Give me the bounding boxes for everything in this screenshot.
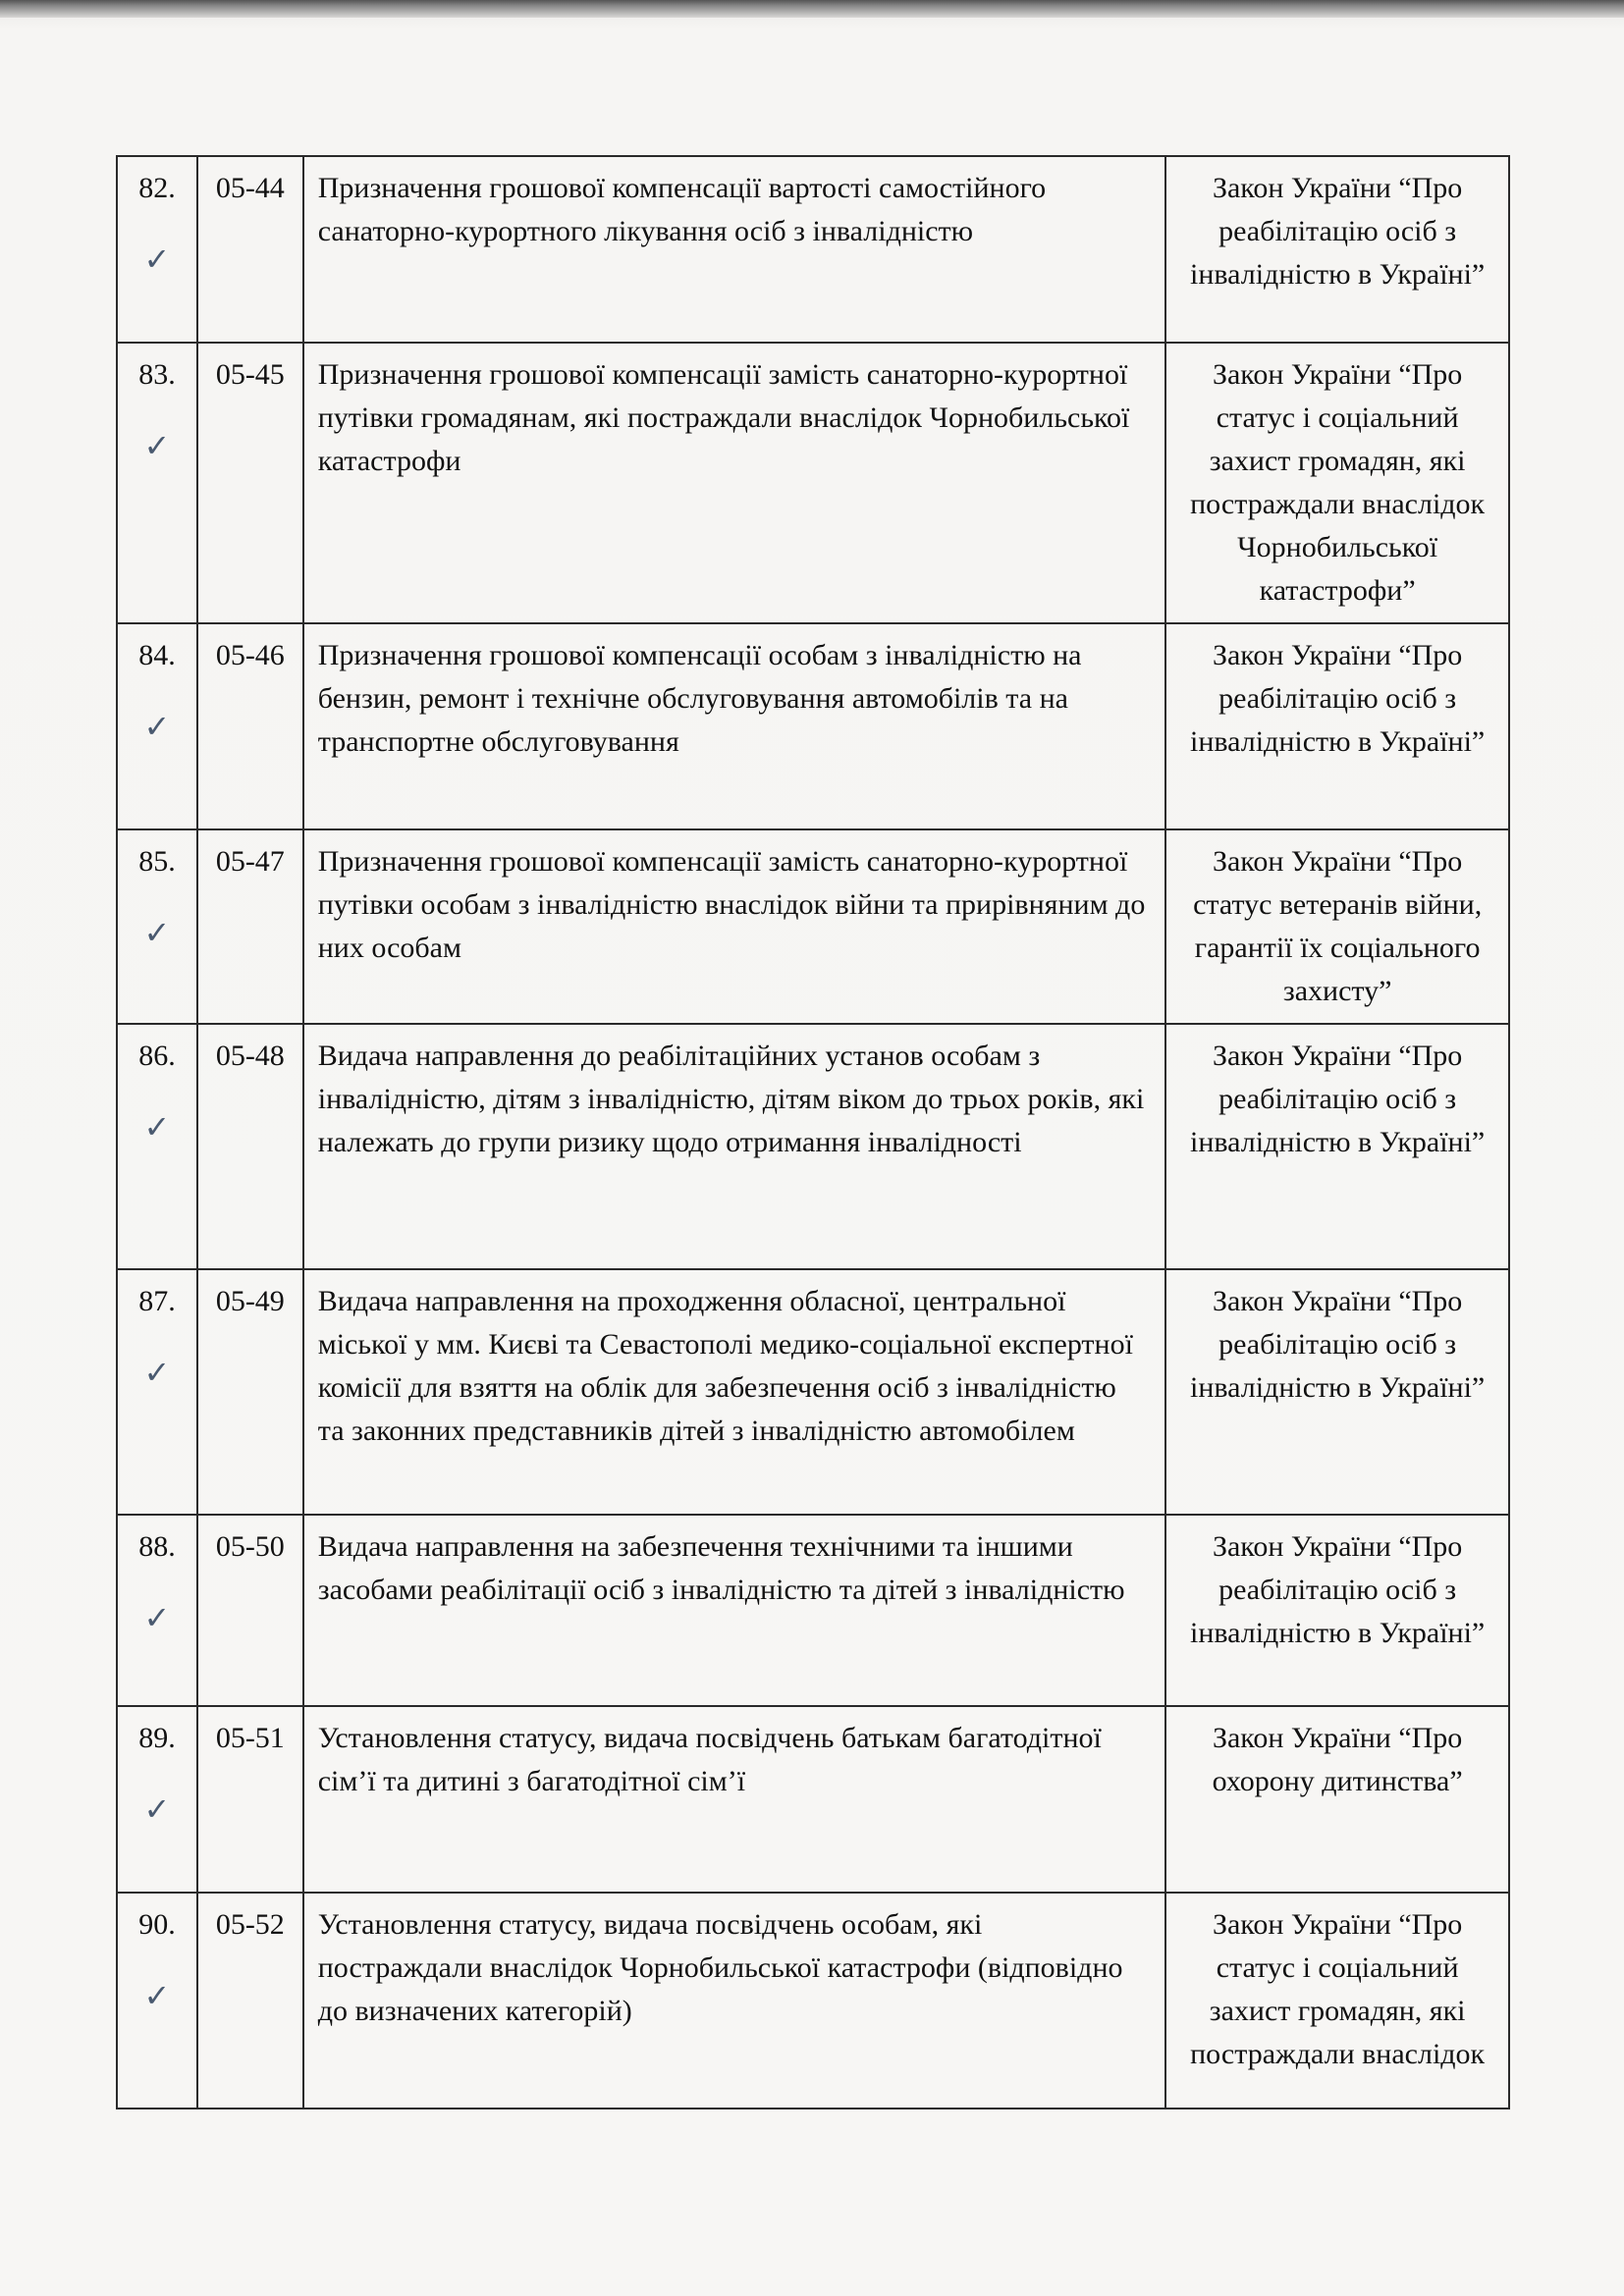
service-description: Призначення грошової компенсації замість санаторно-курортної путівки громадянам, які постраждали внаслідок Чорнобильської катастрофи [303, 343, 1166, 623]
handwritten-check-icon: ✓ [143, 1790, 171, 1828]
row-number: 86. [138, 1040, 176, 1072]
row-number-cell [117, 1706, 197, 1893]
legal-basis: Закон України “Про статус і соціальний захист громадян, які постраждали внаслідок [1165, 1893, 1509, 2109]
table-row [117, 829, 1509, 1024]
row-number: 82. [138, 172, 176, 204]
service-description: Установлення статусу, видача посвідчень батькам багатодітної сім’ї та дитині з багатодітної сім’ї [303, 1706, 1166, 1893]
service-description: Призначення грошової компенсації вартості самостійного санаторно-курортного лікування осіб з інвалідністю [303, 156, 1166, 343]
table-body [117, 156, 1509, 2109]
legal-basis: Закон України “Про охорону дитинства” [1165, 1706, 1509, 1893]
row-number-cell [117, 1893, 197, 2109]
service-description: Видача направлення на забезпечення технічними та іншими засобами реабілітації осіб з інвалідністю та дітей з інвалідністю [303, 1515, 1166, 1706]
table-row [117, 623, 1509, 829]
service-description: Призначення грошової компенсації особам з інвалідністю на бензин, ремонт і технічне обслуговування автомобілів та на транспортне обслуговування [303, 623, 1166, 829]
handwritten-check-icon: ✓ [143, 708, 171, 745]
service-code: 05-45 [197, 343, 303, 623]
legal-basis: Закон України “Про реабілітацію осіб з інвалідністю в Україні” [1165, 623, 1509, 829]
service-code: 05-51 [197, 1706, 303, 1893]
row-number: 85. [138, 845, 176, 878]
row-number: 83. [138, 358, 176, 391]
service-code: 05-46 [197, 623, 303, 829]
services-table [116, 155, 1510, 2109]
handwritten-check-icon: ✓ [143, 1977, 171, 2014]
handwritten-check-icon: ✓ [143, 427, 171, 464]
table-row [117, 343, 1509, 623]
row-number-cell [117, 1515, 197, 1706]
legal-basis: Закон України “Про реабілітацію осіб з інвалідністю в Україні” [1165, 1269, 1509, 1515]
legal-basis: Закон України “Про статус ветеранів війни, гарантії їх соціального захисту” [1165, 829, 1509, 1024]
row-number-cell [117, 1024, 197, 1269]
row-number-cell [117, 156, 197, 343]
table-row [117, 1024, 1509, 1269]
row-number-cell [117, 623, 197, 829]
legal-basis: Закон України “Про реабілітацію осіб з інвалідністю в Україні” [1165, 1024, 1509, 1269]
row-number-cell [117, 343, 197, 623]
service-description: Видача направлення до реабілітаційних установ особам з інвалідністю, дітям з інвалідністю, дітям віком до трьох років, які належать до групи ризику щодо отримання інвалідності [303, 1024, 1166, 1269]
service-code: 05-50 [197, 1515, 303, 1706]
service-description: Призначення грошової компенсації замість санаторно-курортної путівки особам з інвалідністю внаслідок війни та прирівняним до них особам [303, 829, 1166, 1024]
table-row [117, 156, 1509, 343]
service-code: 05-52 [197, 1893, 303, 2109]
table-row [117, 1893, 1509, 2109]
legal-basis: Закон України “Про реабілітацію осіб з інвалідністю в Україні” [1165, 1515, 1509, 1706]
row-number: 88. [138, 1530, 176, 1563]
row-number-cell [117, 829, 197, 1024]
legal-basis: Закон України “Про реабілітацію осіб з інвалідністю в Україні” [1165, 156, 1509, 343]
row-number: 90. [138, 1908, 176, 1941]
scan-edge-shadow [0, 0, 1624, 18]
handwritten-check-icon: ✓ [143, 914, 171, 951]
service-code: 05-49 [197, 1269, 303, 1515]
table-row [117, 1515, 1509, 1706]
service-code: 05-47 [197, 829, 303, 1024]
row-number: 89. [138, 1722, 176, 1754]
handwritten-check-icon: ✓ [143, 1108, 171, 1146]
service-code: 05-44 [197, 156, 303, 343]
handwritten-check-icon: ✓ [143, 1354, 171, 1391]
service-description: Видача направлення на проходження обласної, центральної міської у мм. Києві та Севастополі медико-соціальної експертної комісії для взяття на облік для забезпечення осіб з інвалідністю та законних представників дітей з інвалідністю автомобілем [303, 1269, 1166, 1515]
service-description: Установлення статусу, видача посвідчень особам, які постраждали внаслідок Чорнобильської катастрофи (відповідно до визначених категорій) [303, 1893, 1166, 2109]
table-row [117, 1706, 1509, 1893]
row-number-cell [117, 1269, 197, 1515]
row-number: 87. [138, 1285, 176, 1317]
handwritten-check-icon: ✓ [143, 1599, 171, 1636]
table-row [117, 1269, 1509, 1515]
handwritten-check-icon: ✓ [143, 240, 171, 278]
row-number: 84. [138, 639, 176, 671]
service-code: 05-48 [197, 1024, 303, 1269]
legal-basis: Закон України “Про статус і соціальний захист громадян, які постраждали внаслідок Чорнобильської катастрофи” [1165, 343, 1509, 623]
